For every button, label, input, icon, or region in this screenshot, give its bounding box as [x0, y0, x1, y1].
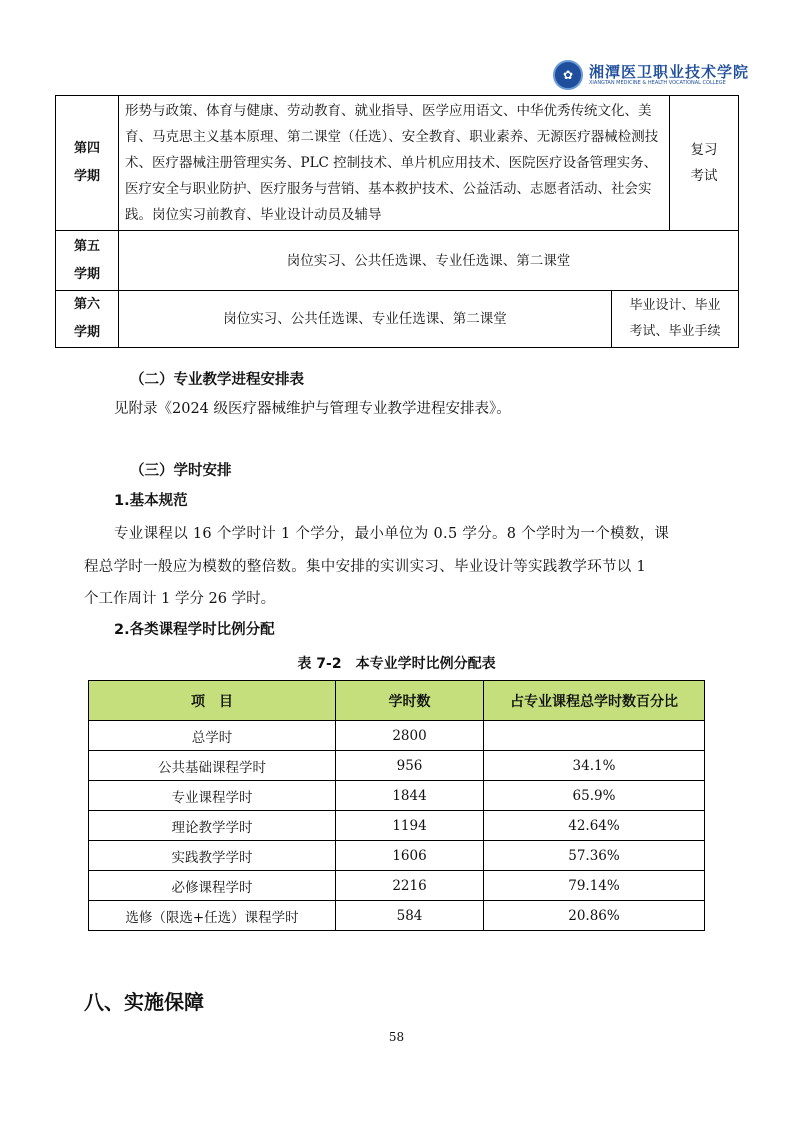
college-logo [553, 60, 749, 90]
table-cell: 42.64% [484, 811, 705, 841]
table-cell: 956 [336, 751, 484, 781]
table-row [89, 811, 705, 841]
table-cell: 79.14% [484, 871, 705, 901]
subheading: 2.各类课程学时比例分配 [114, 622, 275, 638]
section-heading: （二）专业教学进程安排表 [130, 372, 304, 388]
table-cell: 选修（限选+任选）课程学时 [89, 901, 336, 931]
table-row [89, 721, 705, 751]
semester-schedule-table [55, 95, 739, 348]
paragraph-line: 程总学时一般应为模数的整倍数。集中安排的实训实习、毕业设计等实践教学环节以 1 [84, 559, 647, 575]
table-cell: 1844 [336, 781, 484, 811]
college-seal-icon: ✿ [553, 60, 583, 90]
table-cell [484, 721, 705, 751]
course-content: 岗位实习、公共任选课、专业任选课、第二课堂 [119, 291, 612, 348]
table-row [56, 96, 739, 231]
course-content: 形势与政策、体育与健康、劳动教育、就业指导、医学应用语文、中华优秀传统文化、美育、马克思主义基本原理、第二课堂（任选）、安全教育、职业素养、无源医疗器械检测技术、医疗器械注册管理实务、PLC 控制技术、单片机应用技术、医院医疗设备管理实务、医疗安全与职业防护、医疗服务与营销、基本救护技术、公益活动、志愿者活动、社会实践。岗位实习前教育、毕业设计动员及辅导 [119, 96, 670, 231]
note-text: 考试 [690, 168, 718, 184]
table-row [89, 751, 705, 781]
semester-label: 学期 [73, 266, 100, 282]
logo-english-name: XIANGTAN MEDICINE & HEALTH VOCATIONAL COLLEGE [589, 80, 726, 86]
paragraph: 见附录《2024 级医疗器械维护与管理专业教学进程安排表》。 [114, 401, 511, 417]
logo-chinese-name: 湘潭医卫职业技术学院 [589, 63, 750, 81]
credit-hours-ratio-table [88, 680, 705, 931]
table-cell: 总学时 [89, 721, 336, 751]
semester-label: 学期 [73, 325, 100, 340]
semester-label: 第六 [73, 297, 100, 312]
table-cell: 1194 [336, 811, 484, 841]
semester-cell [56, 96, 119, 231]
table-cell: 584 [336, 901, 484, 931]
note-cell [670, 96, 739, 231]
table-row [89, 871, 705, 901]
subheading: 1.基本规范 [114, 493, 188, 509]
table-cell: 专业课程学时 [89, 781, 336, 811]
table-cell: 1606 [336, 841, 484, 871]
table-cell: 2216 [336, 871, 484, 901]
column-header: 学时数 [336, 681, 484, 721]
paragraph-line: 专业课程以 16 个学时计 1 个学分，最小单位为 0.5 学分。8 个学时为一个模数，课 [114, 526, 670, 542]
semester-cell [56, 291, 119, 348]
table-cell: 34.1% [484, 751, 705, 781]
table-cell: 20.86% [484, 901, 705, 931]
chapter-heading: 八、实施保障 [84, 990, 204, 1014]
table-cell: 实践教学学时 [89, 841, 336, 871]
table-cell: 必修课程学时 [89, 871, 336, 901]
table-cell: 65.9% [484, 781, 705, 811]
paragraph-line: 个工作周计 1 学分 26 学时。 [84, 591, 276, 607]
note-text: 毕业设计、毕业 [629, 298, 721, 313]
table-cell: 2800 [336, 721, 484, 751]
note-text: 考试、毕业手续 [629, 324, 721, 339]
table-row [56, 291, 739, 348]
section-heading: （三）学时安排 [130, 463, 232, 479]
table-row [89, 781, 705, 811]
table-row [56, 231, 739, 291]
table-cell: 公共基础课程学时 [89, 751, 336, 781]
table-caption: 表 7-2 本专业学时比例分配表 [297, 656, 496, 672]
column-header: 项 目 [89, 681, 336, 721]
note-cell [612, 291, 739, 348]
course-content: 岗位实习、公共任选课、专业任选课、第二课堂 [119, 231, 739, 291]
column-header: 占专业课程总学时数百分比 [484, 681, 705, 721]
semester-label: 第五 [73, 238, 100, 254]
page-number: 58 [388, 1030, 405, 1044]
semester-label: 第四 [73, 141, 100, 156]
table-row [89, 841, 705, 871]
note-text: 复习 [690, 142, 718, 158]
table-cell: 57.36% [484, 841, 705, 871]
table-header-row [89, 681, 705, 721]
semester-cell [56, 231, 119, 291]
table-cell: 理论教学学时 [89, 811, 336, 841]
table-row [89, 901, 705, 931]
semester-label: 学期 [73, 169, 100, 184]
